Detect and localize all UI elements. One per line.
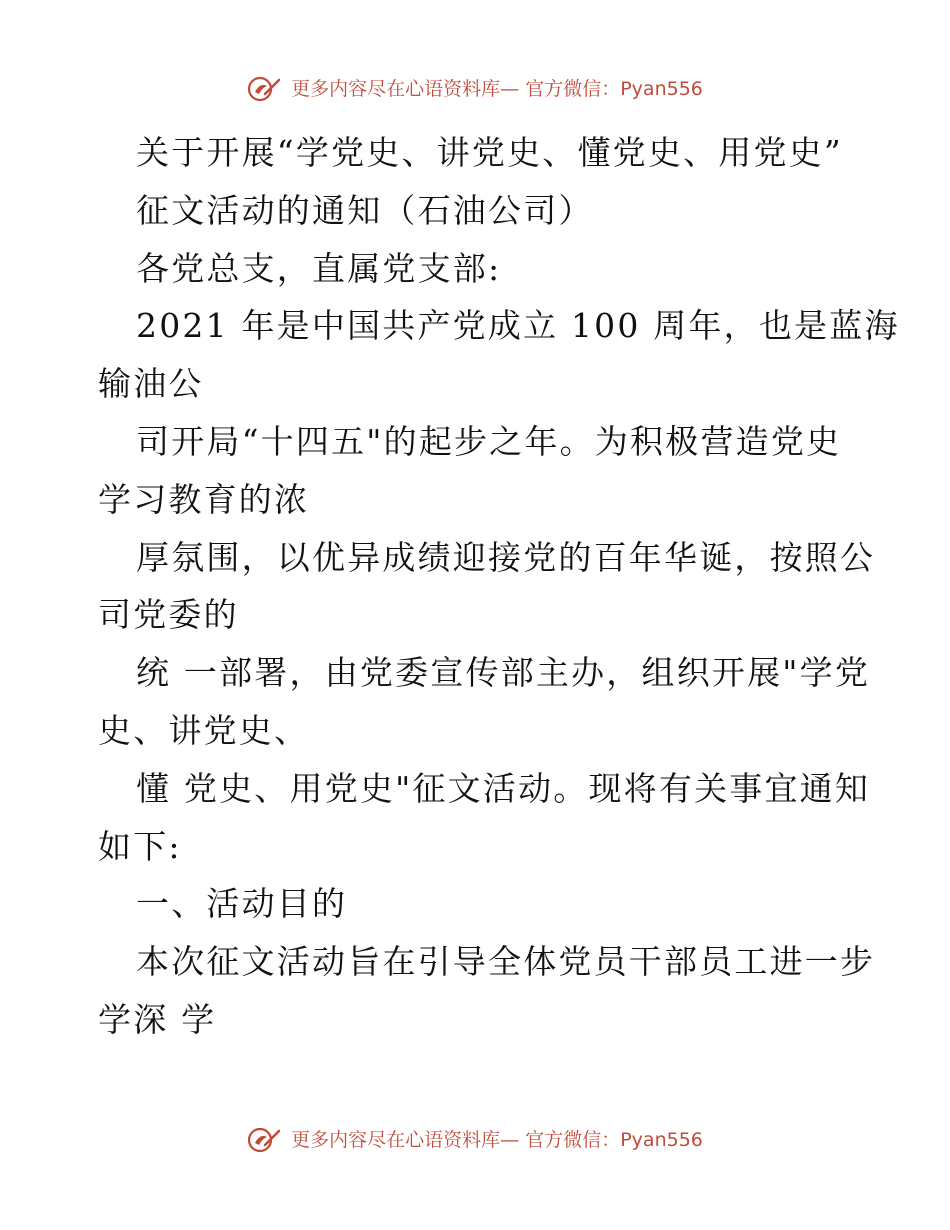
paragraph-line: 懂 党史、用党史"征文活动。现将有关事宜通知 [136,768,871,808]
footer-watermark [0,1127,950,1153]
header-watermark [0,76,950,102]
paragraph-line: 学习教育的浓 [98,479,310,519]
paragraph-line: 本次征文活动旨在引导全体党员干部员工进一步 [136,942,876,982]
paragraph-line: 如下: [98,826,182,866]
paragraph-line: 2021 年是中国共产党成立 100 周年，也是蓝海 [136,306,900,346]
watermark-contact: 官方微信：Pyan556 [525,1129,703,1151]
title-line-2: 征文活动的通知（石油公司） [136,190,594,230]
watermark-contact: 官方微信：Pyan556 [525,78,703,100]
paragraph-line: 统 一部署，由党委宣传部主办，组织开展"学党 [136,653,871,693]
paragraph-line: 司党委的 [98,595,239,635]
paragraph-line: 司开局“十四五"的起步之年。为积极营造党史 [136,421,842,461]
library-logo-icon [247,76,281,102]
title-line-1: 关于开展“学党史、讲党史、懂党史、用党史” [136,133,843,172]
library-logo-icon [247,1127,281,1153]
salutation: 各党总支，直属党支部: [136,248,502,288]
section-heading: 一、活动目的 [136,884,348,924]
document-body [98,124,900,1049]
paragraph-line: 学深 学 [98,999,217,1039]
watermark-text: 更多内容尽在心语资料库— [291,1129,520,1151]
paragraph-line: 输油公 [98,364,204,404]
paragraph-line: 史、讲党史、 [98,710,310,750]
watermark-text: 更多内容尽在心语资料库— [291,78,520,100]
paragraph-line: 厚氛围，以优异成绩迎接党的百年华诞，按照公 [136,537,876,577]
